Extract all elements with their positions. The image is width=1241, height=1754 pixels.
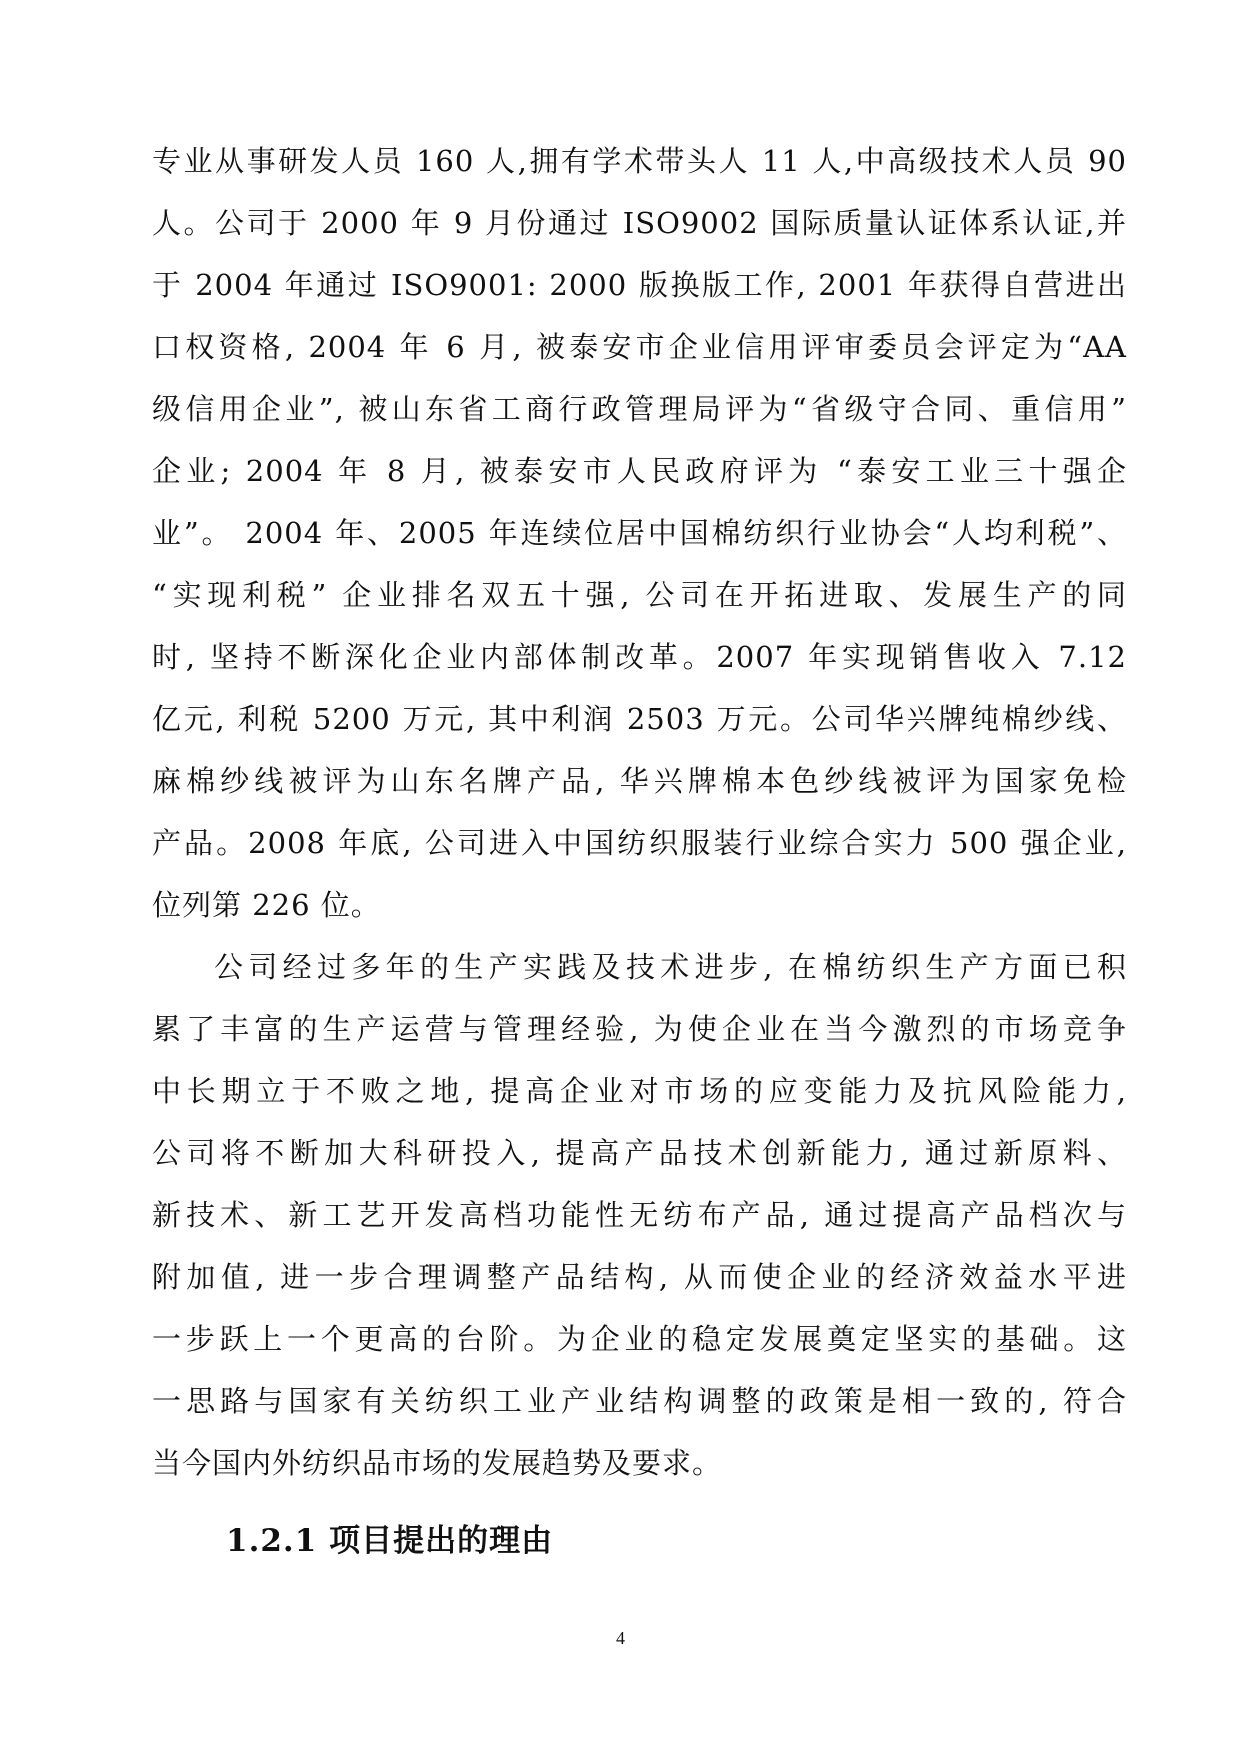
text-line: 麻棉纱线被评为山东名牌产品, 华兴牌棉本色纱线被评为国家免检 xyxy=(152,764,1127,798)
text-line: 当今国内外纺织品市场的发展趋势及要求。 xyxy=(152,1446,723,1480)
text-line: 亿元, 利税 5200 万元, 其中利润 2503 万元。公司华兴牌纯棉纱线、 xyxy=(152,702,1127,736)
text-line: 一步跃上一个更高的台阶。为企业的稳定发展奠定坚实的基础。这 xyxy=(152,1322,1127,1356)
text-line: “实现利税” 企业排名双五十强, 公司在开拓进取、发展生产的同 xyxy=(152,578,1127,612)
text-line: 附加值, 进一步合理调整产品结构, 从而使企业的经济效益水平进 xyxy=(152,1260,1127,1294)
text-line: 位列第 226 位。 xyxy=(152,888,381,922)
text-line: 时, 坚持不断深化企业内部体制改革。2007 年实现销售收入 7.12 xyxy=(152,640,1127,674)
text-line: 产品。2008 年底, 公司进入中国纺织服装行业综合实力 500 强企业, xyxy=(152,826,1127,860)
paragraph-company-profile xyxy=(152,130,1127,936)
text-line: 级信用企业”, 被山东省工商行政管理局评为“省级守合同、重信用” xyxy=(152,392,1127,426)
text-line: 企业; 2004 年 8 月, 被泰安市人民政府评为 “泰安工业三十强企 xyxy=(152,454,1127,488)
text-line: 公司将不断加大科研投入, 提高产品技术创新能力, 通过新原料、 xyxy=(152,1136,1127,1170)
body-text xyxy=(152,130,1127,1494)
text-line: 新技术、新工艺开发高档功能性无纺布产品, 通过提高产品档次与 xyxy=(152,1198,1127,1232)
text-line: 口权资格, 2004 年 6 月, 被泰安市企业信用评审委员会评定为“AA xyxy=(152,330,1127,364)
section-heading: 1.2.1 项目提出的理由 xyxy=(226,1523,554,1559)
text-line: 业”。 2004 年、2005 年连续位居中国棉纺织行业协会“人均利税”、 xyxy=(152,516,1127,550)
text-line: 一思路与国家有关纺织工业产业结构调整的政策是相一致的, 符合 xyxy=(152,1384,1127,1418)
text-line: 于 2004 年通过 ISO9001: 2000 版换版工作, 2001 年获得自营进出 xyxy=(152,268,1127,302)
text-line: 专业从事研发人员 160 人,拥有学术带头人 11 人,中高级技术人员 90 xyxy=(152,144,1127,178)
paragraph-development-strategy xyxy=(152,936,1127,1494)
text-line: 中长期立于不败之地, 提高企业对市场的应变能力及抗风险能力, xyxy=(152,1074,1127,1108)
page-number: 4 xyxy=(616,1628,625,1648)
text-line: 公司经过多年的生产实践及技术进步, 在棉纺织生产方面已积 xyxy=(214,950,1127,984)
text-line: 人。公司于 2000 年 9 月份通过 ISO9002 国际质量认证体系认证,并 xyxy=(152,206,1127,240)
text-line: 累了丰富的生产运营与管理经验, 为使企业在当今激烈的市场竞争 xyxy=(152,1012,1127,1046)
